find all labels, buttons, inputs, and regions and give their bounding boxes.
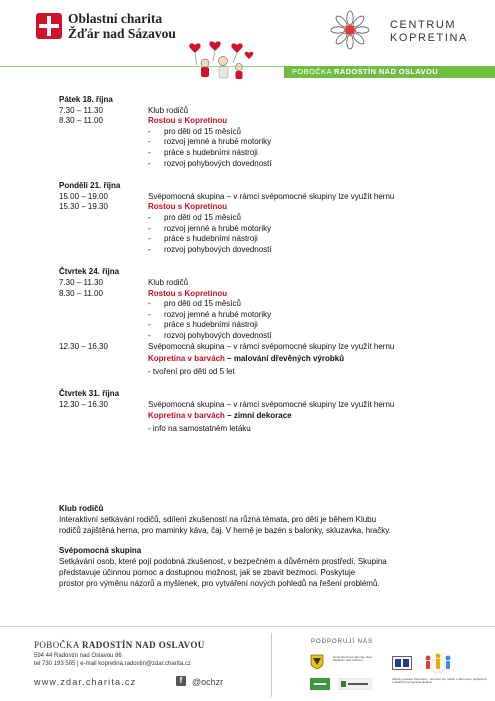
bullet-dash: - [148, 126, 151, 136]
spacer [59, 331, 148, 342]
event-time: 12.30 – 16.30 [59, 399, 108, 409]
vysocina-region-logo-icon [338, 678, 372, 690]
event-name: Svépomocná skupina – v rámci svépomocné skupiny lze využít hernu [148, 191, 395, 201]
note-block [59, 504, 439, 536]
bullet-text: pro děti od 15 měsíců [164, 212, 241, 222]
bullet-text: pro děti od 15 měsíců [164, 126, 241, 136]
schedule-row [59, 342, 459, 377]
spacer [59, 245, 148, 256]
bullet-row [59, 299, 459, 310]
bullet-dash: - [148, 234, 151, 244]
event-highlight [148, 411, 459, 422]
highlight-subtitle: – malování dřevěných výrobků [227, 354, 345, 364]
branch-band [0, 66, 495, 78]
branch-banner: POBOČKA RADOSTÍN NAD OSLAVOU [284, 66, 495, 78]
note-line: rodičů zajištěná herna, pro maminky káva, čaj. V herně je bazén s balonky, skluzavka, hračky. [59, 525, 391, 535]
note-line: Setkávání osob, které pojí podobná zkušenost, v bezpečném a důvěrném prostředí. Skupina [59, 557, 387, 567]
bullet-row [59, 148, 459, 159]
spacer [59, 224, 148, 235]
spacer [59, 148, 148, 159]
event-name: Rostou s Kopretinou [148, 116, 228, 126]
ministry-logo-icon [392, 656, 412, 670]
bullet-item [148, 234, 459, 245]
note-heading: Svépomocná skupina [59, 546, 142, 556]
coat-of-arms-icon [310, 654, 324, 670]
event-time: 12.30 – 16.30 [59, 342, 108, 352]
note-heading: Klub rodičů [59, 504, 104, 513]
event-highlight [148, 354, 459, 365]
event-time: 15.30 – 19.30 [59, 202, 108, 212]
supporter-text-obec: Tento činnost podporuje obec Radostín nad Oslavou. [333, 655, 373, 663]
schedule-row [59, 106, 459, 117]
bullet-text: rozvoj pohybových dovedností [164, 158, 272, 168]
bullet-dash: - [148, 244, 151, 254]
bullet-row [59, 310, 459, 321]
event-line: Svépomocná skupina – v rámci svépomocné skupiny lze využít hernu [148, 399, 395, 409]
footer-website-link[interactable]: www.zdar.charita.cz [34, 677, 137, 687]
bullet-text: pro děti od 15 měsíců [164, 299, 241, 309]
day-block [59, 389, 459, 434]
bullet-item [148, 331, 459, 342]
highlight-title: Kopretina v barvách [148, 411, 228, 421]
bullet-row [59, 320, 459, 331]
bullet-item [148, 224, 459, 235]
schedule-row [59, 400, 459, 435]
bullet-row [59, 213, 459, 224]
centrum-label: CENTRUM [390, 19, 457, 31]
bullet-item [148, 127, 459, 138]
spacer [59, 159, 148, 170]
bullet-row [59, 159, 459, 170]
bullet-dash: - [148, 158, 151, 168]
bullet-item [148, 299, 459, 310]
footer-address: 594 44 Radostín nad Oslavou 86 [34, 653, 122, 659]
spacer [59, 310, 148, 321]
bullet-dash: - [148, 147, 151, 157]
daisy-icon [330, 10, 370, 50]
charita-cross-icon [36, 13, 62, 39]
bullet-dash: - [148, 299, 151, 309]
day-title: Pátek 18. října [59, 95, 113, 104]
event-details [148, 400, 459, 435]
org-name-line2: Žďár nad Sázavou [68, 26, 176, 41]
day-block [59, 267, 459, 377]
bullet-row [59, 137, 459, 148]
footer-divider [271, 633, 272, 697]
bullet-text: práce s hudebními nástroji [164, 234, 258, 244]
page-header [0, 0, 495, 82]
spacer [59, 213, 148, 224]
bullet-text: rozvoj jemné a hrubé motoriky [164, 309, 272, 319]
bullet-dash: - [148, 330, 151, 340]
bullet-text: rozvoj pohybových dovedností [164, 330, 272, 340]
day-block [59, 181, 459, 255]
bullet-text: práce s hudebními nástroji [164, 320, 258, 330]
event-name: Klub rodičů [148, 105, 189, 115]
event-note: - info na samostatném letáku [148, 424, 251, 434]
bullet-row [59, 127, 459, 138]
note-line: představuje účinnou pomoc a dostupnou možnost, jak se zbavit bezmoci. Poskytuje [59, 567, 356, 577]
note-block [59, 546, 439, 589]
highlight-title: Kopretina v barvách [148, 354, 228, 364]
schedule-row [59, 278, 459, 289]
spacer [59, 137, 148, 148]
facebook-icon[interactable]: f [176, 676, 186, 686]
bullet-text: rozvoj pohybových dovedností [164, 244, 272, 254]
spacer [59, 127, 148, 138]
event-line: Svépomocná skupina – v rámci svépomocné skupiny lze využít hernu [148, 342, 395, 352]
spacer [59, 299, 148, 310]
bullet-dash: - [148, 320, 151, 330]
bullet-item [148, 148, 459, 159]
bullet-item [148, 245, 459, 256]
event-details [148, 342, 459, 377]
event-time: 15.00 – 19.00 [59, 191, 108, 201]
day-block [59, 95, 459, 169]
event-note: - tvoření pro děti od 5 let [148, 366, 235, 376]
event-name: Klub rodičů [148, 277, 189, 287]
bullet-row [59, 245, 459, 256]
bullet-item [148, 213, 459, 224]
bullet-row [59, 331, 459, 342]
bullet-row [59, 224, 459, 235]
bullet-text: rozvoj jemné a hrubé motoriky [164, 223, 272, 233]
spacer [59, 234, 148, 245]
bullet-text: práce s hudebními nástroji [164, 147, 258, 157]
note-line: prostor pro výměnu názorů a myšlenek, pro vytváření nových pohledů na řešení problémů. [59, 578, 380, 588]
day-title: Pondělí 21. října [59, 181, 121, 191]
bullet-item [148, 137, 459, 148]
day-title: Čtvrtek 24. října [59, 267, 120, 277]
spacer [59, 320, 148, 331]
highlight-subtitle: – zimní dekorace [227, 411, 292, 421]
event-time: 8.30 – 11.00 [59, 116, 103, 126]
bullet-text: rozvoj jemné a hrubé motoriky [164, 137, 272, 147]
bullet-item [148, 159, 459, 170]
event-name: Rostou s Kopretinou [148, 202, 228, 212]
kraj-vysocina-logo-icon [310, 678, 330, 690]
schedule-row [59, 192, 459, 203]
bullet-dash: - [148, 212, 151, 222]
kopretina-label: KOPRETINA [390, 32, 468, 44]
bullet-dash: - [148, 309, 151, 319]
bullet-dash: - [148, 137, 151, 147]
event-time: 7.30 – 11.30 [59, 105, 103, 115]
bullet-dash: - [148, 223, 151, 233]
schedule [59, 95, 459, 447]
notes-section [59, 504, 439, 600]
page-footer [0, 626, 495, 701]
event-time: 7.30 – 11.30 [59, 277, 103, 287]
event-name: Rostou s Kopretinou [148, 288, 228, 298]
schedule-row [59, 289, 459, 300]
supporters-label: PODPORUJÍ NÁS [311, 639, 374, 645]
footer-branch: POBOČKA RADOSTÍN NAD OSLAVOU [34, 640, 205, 650]
event-time: 8.30 – 11.00 [59, 288, 103, 298]
note-line: Interaktivní setkávání rodičů, sdílení zkušeností na různá témata, pro děti je během Klubu [59, 514, 377, 524]
footer-contact: tel 730 193 505 | e-mail kopretina.radostin@zdar.charita.cz [34, 661, 191, 667]
day-title: Čtvrtek 31. října [59, 389, 120, 399]
org-name-line1: Oblastní charita [68, 11, 163, 26]
schedule-row [59, 202, 459, 213]
rodina-program-logo-icon [420, 652, 456, 674]
supporter-text-program: Aktivity projektu Kopretina – centrum pro rodiče s dětmi jsou podpořeny z dotačního programu Rodina. [392, 677, 487, 685]
facebook-handle-link[interactable]: @ochzr [192, 677, 224, 687]
schedule-row [59, 116, 459, 127]
bullet-item [148, 310, 459, 321]
bullet-item [148, 320, 459, 331]
bullet-row [59, 234, 459, 245]
